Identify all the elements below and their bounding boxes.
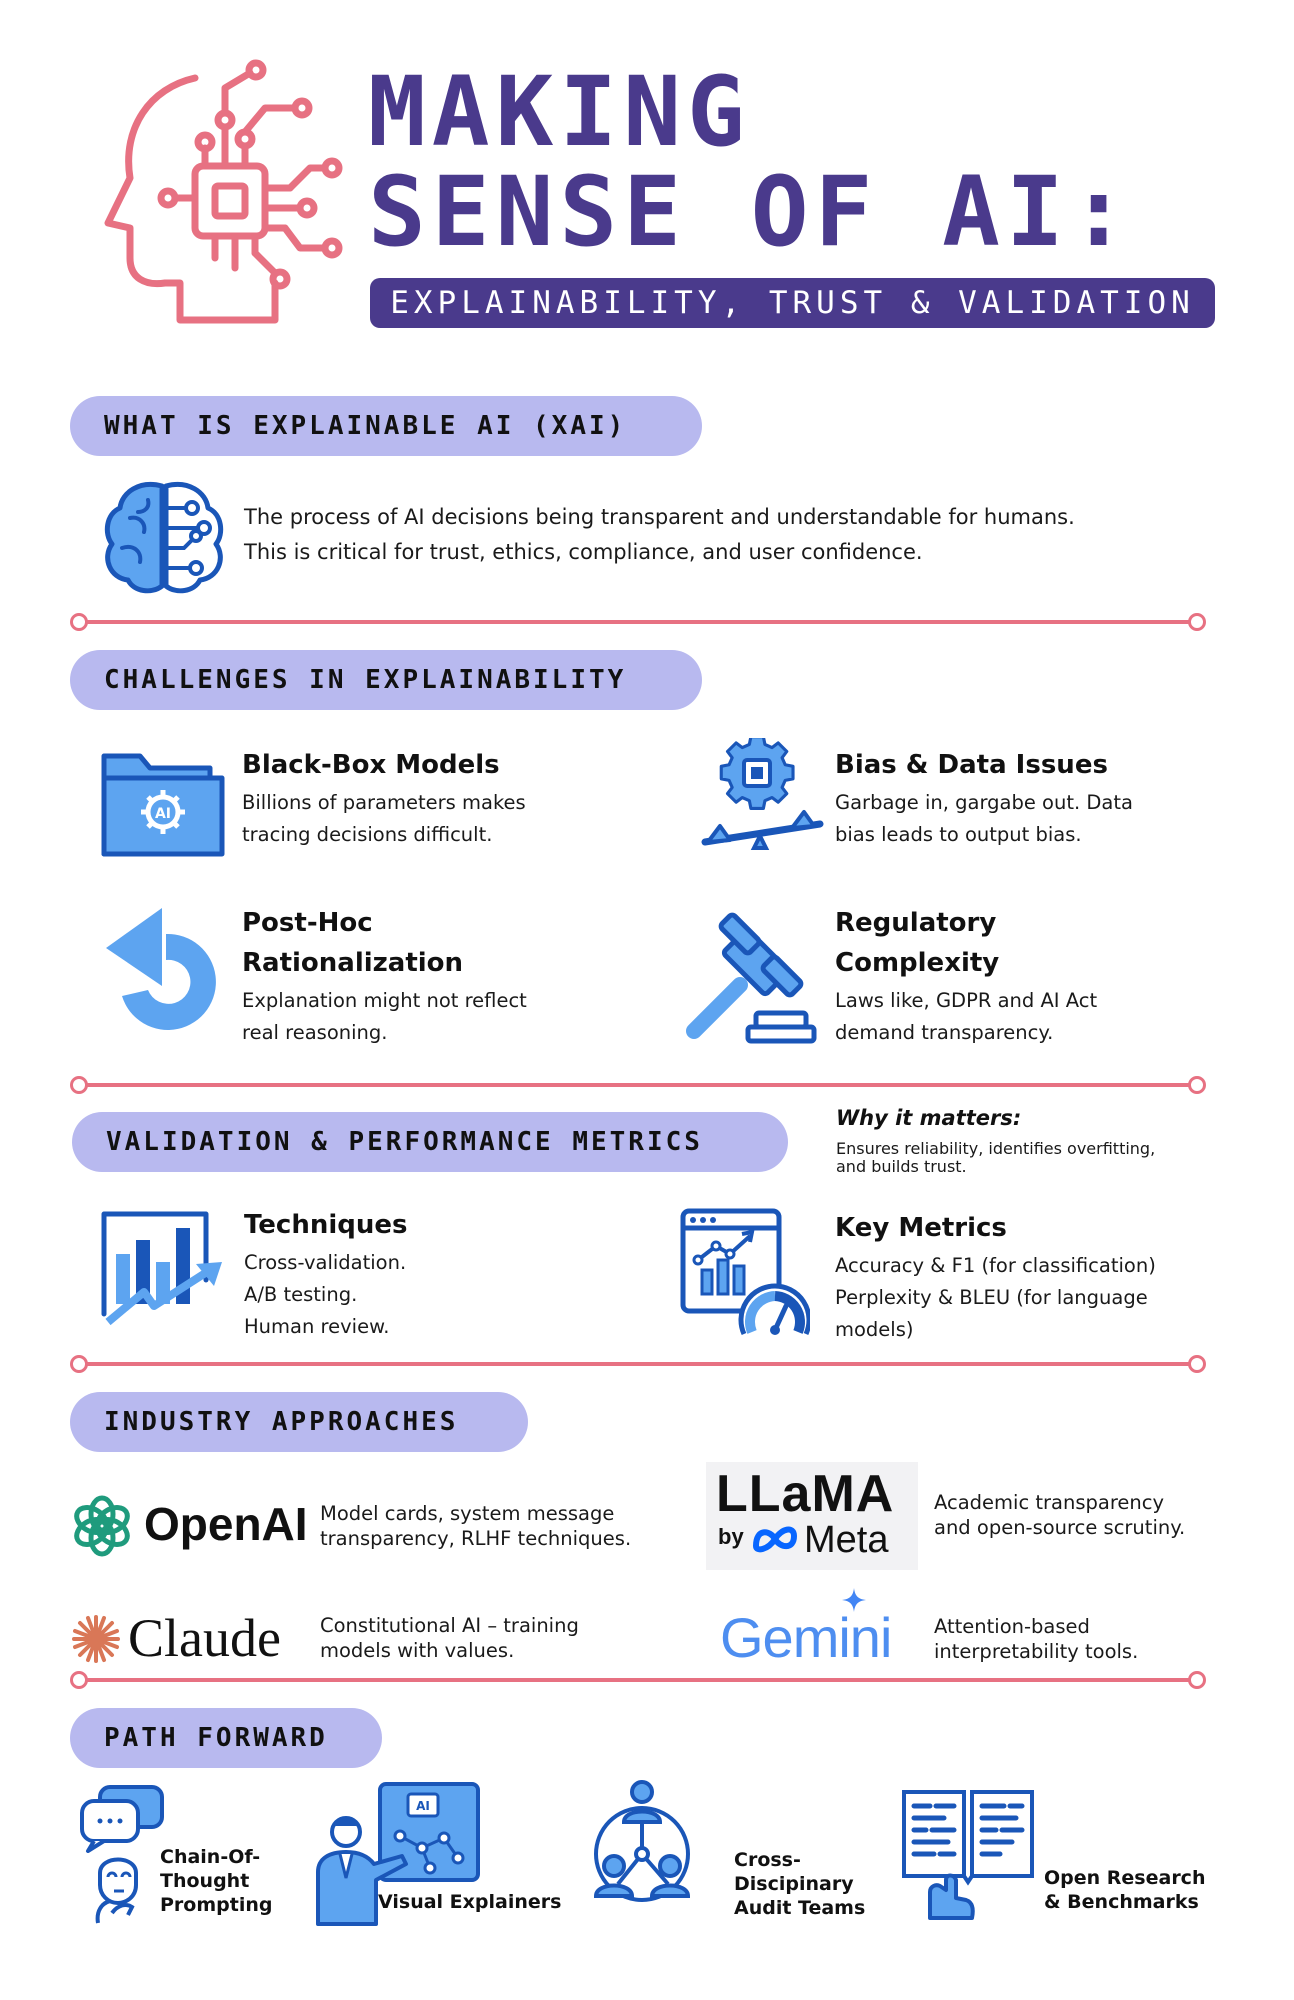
divider-end-dot [1188,1671,1206,1689]
brain-circuit-icon [100,478,228,596]
page-subtitle: EXPLAINABILITY, TRUST & VALIDATION [370,278,1215,328]
path-label-line2: Thought [160,1870,250,1892]
ai-folder-icon [100,750,226,860]
llama-logo [706,1462,918,1570]
path-label-line1: Cross- [734,1849,801,1871]
challenge-text-line2: bias leads to output bias. [835,823,1082,846]
undo-arrow-icon [100,908,226,1044]
claude-star-icon [70,1613,122,1665]
section-divider [80,1678,1196,1682]
challenge-text-line1: Garbage in, gargabe out. Data [835,791,1133,814]
industry-text-line1: Model cards, system message [320,1502,615,1525]
path-item-chain-of-thought [78,1785,308,1925]
path-item-open-research [900,1782,1220,1927]
path-label-line2: & Benchmarks [1044,1891,1199,1913]
xai-description-line2: This is critical for trust, ethics, compliance, and user confidence. [244,540,923,564]
divider-end-dot [70,1076,88,1094]
path-label-line1: Visual Explainers [378,1891,562,1913]
path-item-visual-explainers [312,1782,572,1927]
challenge-text-line1: Billions of parameters makes [242,791,526,814]
divider-end-dot [1188,1076,1206,1094]
section-heading-path-forward: PATH FORWARD [70,1708,382,1768]
challenge-card-bias [700,738,1200,868]
path-label-line1: Chain-Of- [160,1846,261,1868]
header-icon [100,58,350,328]
techniques-title: Techniques [244,1210,408,1240]
xai-description-line1: The process of AI decisions being transparent and understandable for humans. [244,505,1075,529]
meta-infinity-icon [750,1524,800,1554]
team-network-icon [592,1778,692,1920]
industry-gemini [720,1588,1210,1678]
bar-chart-arrow-icon [100,1210,226,1328]
challenge-title: Black-Box Models [242,750,500,780]
challenge-text-line2: real reasoning. [242,1021,388,1044]
industry-text-line2: and open-source scrutiny. [934,1516,1186,1539]
challenge-card-regulatory [680,903,1200,1053]
gavel-icon [680,905,820,1045]
challenge-text-line2: demand transparency. [835,1021,1054,1044]
key-metrics-title: Key Metrics [835,1213,1007,1243]
claude-wordmark: Claude [128,1608,281,1668]
key-metrics-line: Perplexity & BLEU (for language [835,1286,1148,1309]
openai-logo-icon [70,1494,134,1558]
challenge-text-line1: Explanation might not reflect [242,989,527,1012]
path-label-line2: Discipinary [734,1873,854,1895]
section-heading-xai: WHAT IS EXPLAINABLE AI (XAI) [70,396,702,456]
llama-by: by [718,1524,744,1549]
industry-claude [70,1603,670,1673]
openai-wordmark: OpenAI [144,1498,308,1550]
metrics-card-techniques [100,1205,570,1345]
path-label-line3: Audit Teams [734,1897,866,1919]
thinking-person-icon [78,1785,168,1925]
industry-text-line1: Academic transparency [934,1491,1165,1514]
svg-text:AI: AI [154,806,172,822]
techniques-line: Cross-validation. [244,1251,407,1274]
section-heading-industry: INDUSTRY APPROACHES [70,1392,528,1452]
section-heading-validation: VALIDATION & PERFORMANCE METRICS [72,1112,788,1172]
why-it-matters-title: Why it matters: [836,1106,1022,1130]
path-label-line1: Open Research [1044,1867,1206,1889]
challenge-title-line2: Rationalization [242,948,464,978]
industry-text-line2: transparency, RLHF techniques. [320,1527,632,1550]
divider-end-dot [70,1355,88,1373]
divider-end-dot [70,1671,88,1689]
llama-wordmark: LLaMA [716,1465,895,1523]
head-circuit-icon [100,58,350,328]
page-title-line1: MAKING [368,56,751,168]
page-title-line2: SENSE OF AI: [368,156,1134,268]
industry-llama [706,1462,1206,1570]
challenge-title-line1: Regulatory [835,908,997,938]
section-divider [80,620,1196,624]
challenge-card-black-box [100,745,570,865]
section-divider [80,1083,1196,1087]
challenge-card-post-hoc [100,903,570,1053]
challenge-text-line1: Laws like, GDPR and AI Act [835,989,1098,1012]
industry-openai [70,1488,670,1568]
svg-text:AI: AI [416,1799,430,1813]
meta-wordmark: Meta [804,1519,889,1561]
divider-end-dot [70,613,88,631]
metrics-card-key-metrics [680,1208,1200,1348]
industry-text-line1: Constitutional AI – training [320,1614,579,1637]
why-it-matters-line2: and builds trust. [836,1157,967,1176]
dashboard-gauge-icon [680,1208,810,1338]
key-metrics-line: models) [835,1318,914,1341]
section-heading-challenges: CHALLENGES IN EXPLAINABILITY [70,650,702,710]
gemini-wordmark: Gemini [720,1606,892,1669]
industry-text-line2: models with values. [320,1639,515,1662]
industry-text-line1: Attention-based [934,1615,1090,1638]
gear-seesaw-icon [700,738,826,858]
challenge-title-line2: Complexity [835,948,1000,978]
challenge-title-line1: Post-Hoc [242,908,373,938]
divider-end-dot [1188,1355,1206,1373]
techniques-line: Human review. [244,1315,390,1338]
path-item-audit-teams [592,1778,892,1928]
techniques-line: A/B testing. [244,1283,358,1306]
section-divider [80,1362,1196,1366]
challenge-text-line2: tracing decisions difficult. [242,823,493,846]
divider-end-dot [1188,613,1206,631]
open-book-icon [900,1782,1036,1920]
key-metrics-line: Accuracy & F1 (for classification) [835,1254,1156,1277]
challenge-title: Bias & Data Issues [835,750,1108,780]
path-label-line3: Prompting [160,1894,273,1916]
xai-icon [100,478,228,596]
why-it-matters-line1: Ensures reliability, identifies overfitting, [836,1139,1156,1158]
industry-text-line2: interpretability tools. [934,1640,1139,1663]
